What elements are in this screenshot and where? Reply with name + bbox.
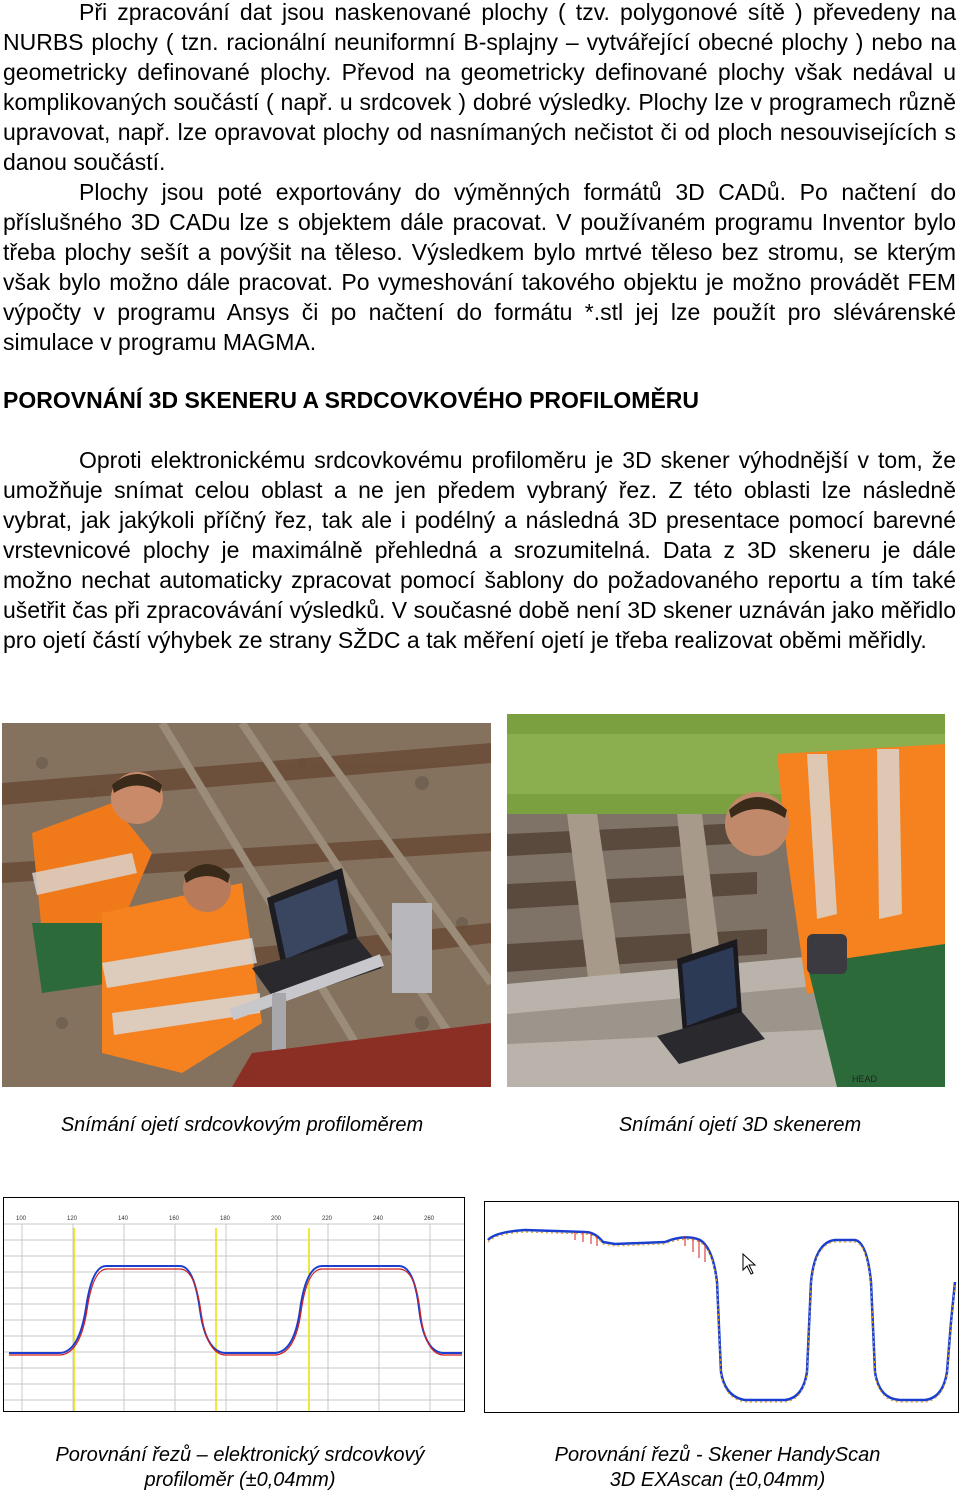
tick-label: 140 [118, 1216, 129, 1222]
paragraph-text: Plochy jsou poté exportovány do výměnných formátů 3D CADů. Po načtení do příslušného 3D CADu lze s objektem dále pracovat. V používaném programu Inventor bylo třeba plochy sešít a povýšit na těleso. Výsledkem bylo mrtvé těleso bez stromu, se kterým však bylo možno dále pracovat. Po vymeshování takového objektu je možno provádět FEM výpočty v programu Ansys či po načtení do formátu *.stl jej lze použít pro slévárenské simulace v programu MAGMA. [3, 179, 956, 355]
photo-profilometer [2, 723, 491, 1087]
paragraph-text: Oproti elektronickému srdcovkovému profiloměru je 3D skener výhodnější v tom, že umožňuje snímat celou oblast a ne jen předem vybraný řez. Z této oblasti lze následně vybrat, jak jakýkoli příčný řez, tak ale i podélný a následná 3D presentace pomocí barevné vrstevnicové plochy je maximálně přehledná a srozumitelná. Data z 3D skeneru je dále možno nechat automaticky zpracovat pomocí šablony do požadovaného reportu a tím také ušetřit čas při zpracovávání výsledků. V současné době není 3D skener uznáván jako měřidlo pro ojetí částí výhybek ze strany SŽDC a tak měření ojetí je třeba realizovat oběmi měřidly. [3, 447, 956, 653]
caption-plot-left [10, 1443, 470, 1493]
caption-line: Porovnání řezů – elektronický srdcovkový [55, 1444, 425, 1466]
tick-label: 260 [424, 1216, 435, 1222]
caption-photo-right: Snímání ojetí 3D skenerem [618, 1114, 862, 1136]
tick-label: 240 [373, 1216, 384, 1222]
tick-label: 100 [16, 1216, 27, 1222]
caption-plot-right [495, 1443, 940, 1493]
casting-label: HEAD [852, 1074, 878, 1084]
profilometer-plot [3, 1197, 465, 1412]
photo-3d-scanner [507, 714, 945, 1087]
caption-line: profiloměr (±0,04mm) [144, 1469, 336, 1491]
caption-line: 3D EXAscan (±0,04mm) [609, 1469, 826, 1491]
caption-line: Porovnání řezů - Skener HandyScan [554, 1444, 881, 1466]
cursor-icon [743, 1254, 755, 1274]
section-heading: POROVNÁNÍ 3D SKENERU A SRDCOVKOVÉHO PROFILOMĚRU [3, 387, 700, 413]
tick-label: 180 [220, 1216, 231, 1222]
caption-photo-left: Snímání ojetí srdcovkovým profiloměrem [60, 1114, 424, 1136]
tick-label: 160 [169, 1216, 180, 1222]
tick-label: 200 [271, 1216, 282, 1222]
paragraph-text: Při zpracování dat jsou naskenované plochy ( tzv. polygonové sítě ) převedeny na NURBS plochy ( tzn. racionální neuniformní B-splajny – vytvářející obecné plochy ) nebo na geometricky definované plochy. Převod na geometricky definované plochy však nedával u komplikovaných součástí ( např. u srdcovek ) dobré výsledky. Plochy lze v programech různě upravovat, např. lze opravovat plochy od nasnímaných nečistot či od ploch nesouvisejících s danou součástí. [3, 0, 956, 175]
paragraph-comparison [3, 445, 956, 655]
tick-label: 220 [322, 1216, 333, 1222]
tick-label: 120 [67, 1216, 78, 1222]
scanner-plot [484, 1201, 959, 1413]
paragraph-processing [3, 0, 956, 357]
